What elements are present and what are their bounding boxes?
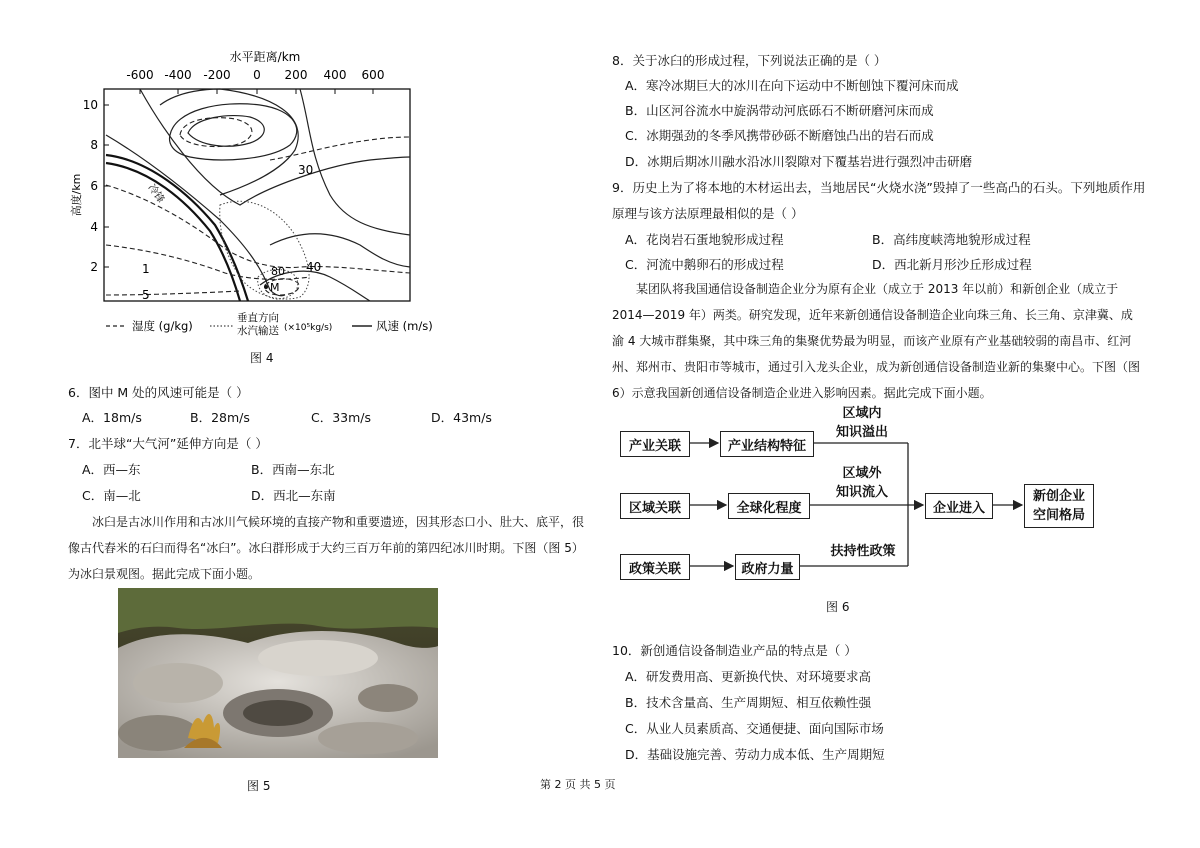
figure-6-caption: 图 6 [826,600,850,614]
passage-line: 为冰臼景观图。据此完成下面小题。 [68,567,261,581]
passage-telecom [612,276,1142,406]
q8-stem: 8．关于冰臼的形成过程，下列说法正确的是（ ） [612,53,887,68]
legend-vertical-1: 垂直方向 [237,312,279,324]
label-outer-line1: 区域外 [842,466,882,481]
q6-option-c: C．33m/s [311,410,372,425]
passage-line: 6）示意我国新创通信设备制造企业进入影响因素。据此完成下面小题。 [612,386,992,400]
q6-option-a: A．18m/s [82,410,142,425]
q6-option-d: D．43m/s [431,410,492,425]
passage-line: 某团队将我国通信设备制造企业分为原有企业（成立于 2013 年以前）和新创企业（成立于 [636,282,1119,296]
box-policy-link: 政策关联 [620,554,690,580]
q8-option-c: C．冰期强劲的冬季风携带砂砾不断磨蚀凸出的岩石而成 [625,128,934,143]
x-tick: 600 [361,68,385,82]
legend-wind: 风速 (m/s) [376,319,433,333]
y-tick: 2 [90,260,98,274]
q6-stem: 6．图中 M 处的风速可能是（ ） [68,385,249,400]
q9-stem-line1: 9．历史上为了将本地的木材运出去，当地居民“火烧水浇”毁掉了一些高凸的石头。下列地质作用 [612,180,1146,195]
x-tick: -600 [126,68,154,82]
legend-humidity: 湿度 (g/kg) [132,319,193,333]
legend-vertical-unit: (×10⁵kg/s) [284,323,333,333]
label-inner-line2: 知识溢出 [835,425,888,440]
passage-line: 2014—2019 年）两类。研究发现，近年来新创通信设备制造企业向珠三角、长三角、京津冀、成 [612,308,1133,322]
y-tick: 4 [90,220,98,234]
x-tick: 200 [284,68,308,82]
label-support-policy: 扶持性政策 [830,544,896,559]
q8-option-a: A．寒冷冰期巨大的冰川在向下运动中不断刨蚀下覆河床而成 [625,78,959,93]
x-tick: 400 [323,68,347,82]
passage-line: 渝 4 大城市群集聚，其中珠三角的集聚优势最为明显，而该产业原有产业基础较弱的南昌市、红河 [612,334,1132,348]
box-new-pattern-line2: 空间格局 [1032,508,1085,523]
q7-stem: 7．北半球“大气河”延伸方向是（ ） [68,436,268,451]
box-new-pattern-line1: 新创企业 [1032,489,1085,504]
x-tick: -200 [203,68,231,82]
q10-option-c: C．从业人员素质高、交通便捷、面向国际市场 [625,721,884,736]
contour-label: 1 [142,262,150,276]
x-tick: -400 [164,68,192,82]
contour-label: 40 [306,260,322,274]
y-axis-title: 高度/km [70,173,83,217]
passage-ice-mortar [68,509,598,587]
figure-4-chart [70,45,450,345]
point-m-marker [264,285,268,289]
q9-option-a: A．花岗岩石蛋地貌形成过程 [625,232,784,247]
point-m-label: M [270,281,280,294]
label-inner-spillover [822,404,902,442]
q10-stem: 10．新创通信设备制造业产品的特点是（ ） [612,643,857,658]
figure-5-caption: 图 5 [247,779,271,793]
figure-4 [70,45,450,345]
y-tick: 8 [90,138,98,152]
legend-vertical-2: 水汽输送 [237,325,279,337]
figure-4-caption: 图 4 [250,351,274,365]
figure-5-photo [118,588,438,758]
humidity-contours [106,118,410,295]
q8-option-b: B．山区河谷流水中旋涡带动河底砾石不断研磨河床而成 [625,103,934,118]
label-inner-line1: 区域内 [842,406,882,421]
box-new-pattern [1024,484,1094,528]
y-tick: 10 [82,98,98,112]
x-axis-title: 水平距离/km [229,50,301,64]
q7-option-b: B．西南—东北 [251,462,335,477]
passage-line: 州、郑州市、贵阳市等城市，通过引入龙头企业，成为新创通信设备制造业新的集聚中心。下图（图 [612,360,1141,374]
box-industry-structure: 产业结构特征 [720,431,814,457]
q9-option-d: D．西北新月形沙丘形成过程 [872,257,1032,272]
q9-option-b: B．高纬度峡湾地貌形成过程 [872,232,1031,247]
front-label: 冷锋 [145,182,167,206]
q7-option-a: A．西—东 [82,462,141,477]
q7-option-d: D．西北—东南 [251,488,336,503]
x-tick: 0 [253,68,261,82]
vapor-transport-contours [220,201,309,299]
cold-front [106,155,248,301]
box-government: 政府力量 [735,554,800,580]
q10-option-a: A．研发费用高、更新换代快、对环境要求高 [625,669,872,684]
q9-option-c: C．河流中鹅卵石的形成过程 [625,257,784,272]
q7-option-c: C．南—北 [82,488,141,503]
contour-label: 80 [271,265,285,278]
q8-option-d: D．冰期后期冰川融水沿冰川裂隙对下覆基岩进行强烈冲击研磨 [625,154,973,169]
label-outer-line2: 知识流入 [835,485,888,500]
box-globalization: 全球化程度 [728,493,810,519]
q10-option-b: B．技术含量高、生产周期短、相互依赖性强 [625,695,872,710]
passage-line: 冰臼是古冰川作用和古冰川气候环境的直接产物和重要遗迹，因其形态口小、肚大、底平，很 [92,515,585,529]
box-regional-link: 区域关联 [620,493,690,519]
q10-option-d: D．基础设施完善、劳动力成本低、生产周期短 [625,747,885,762]
figure-6-diagram [612,400,1102,590]
y-tick: 6 [90,179,98,193]
passage-line: 像古代舂米的石臼而得名“冰臼”。冰臼群形成于大约三百万年前的第四纪冰川时期。下图（图 5） [68,541,584,555]
page-number: 第 2 页 共 5 页 [540,778,616,791]
box-enterprise-entry: 企业进入 [925,493,993,519]
q6-option-b: B．28m/s [190,410,250,425]
q9-stem-line2: 原理与该方法原理最相似的是（ ） [612,206,804,221]
label-outer-inflow [822,464,902,502]
contour-label: 5 [142,288,150,302]
contour-label: 30 [298,163,314,177]
box-industry-link: 产业关联 [620,431,690,457]
